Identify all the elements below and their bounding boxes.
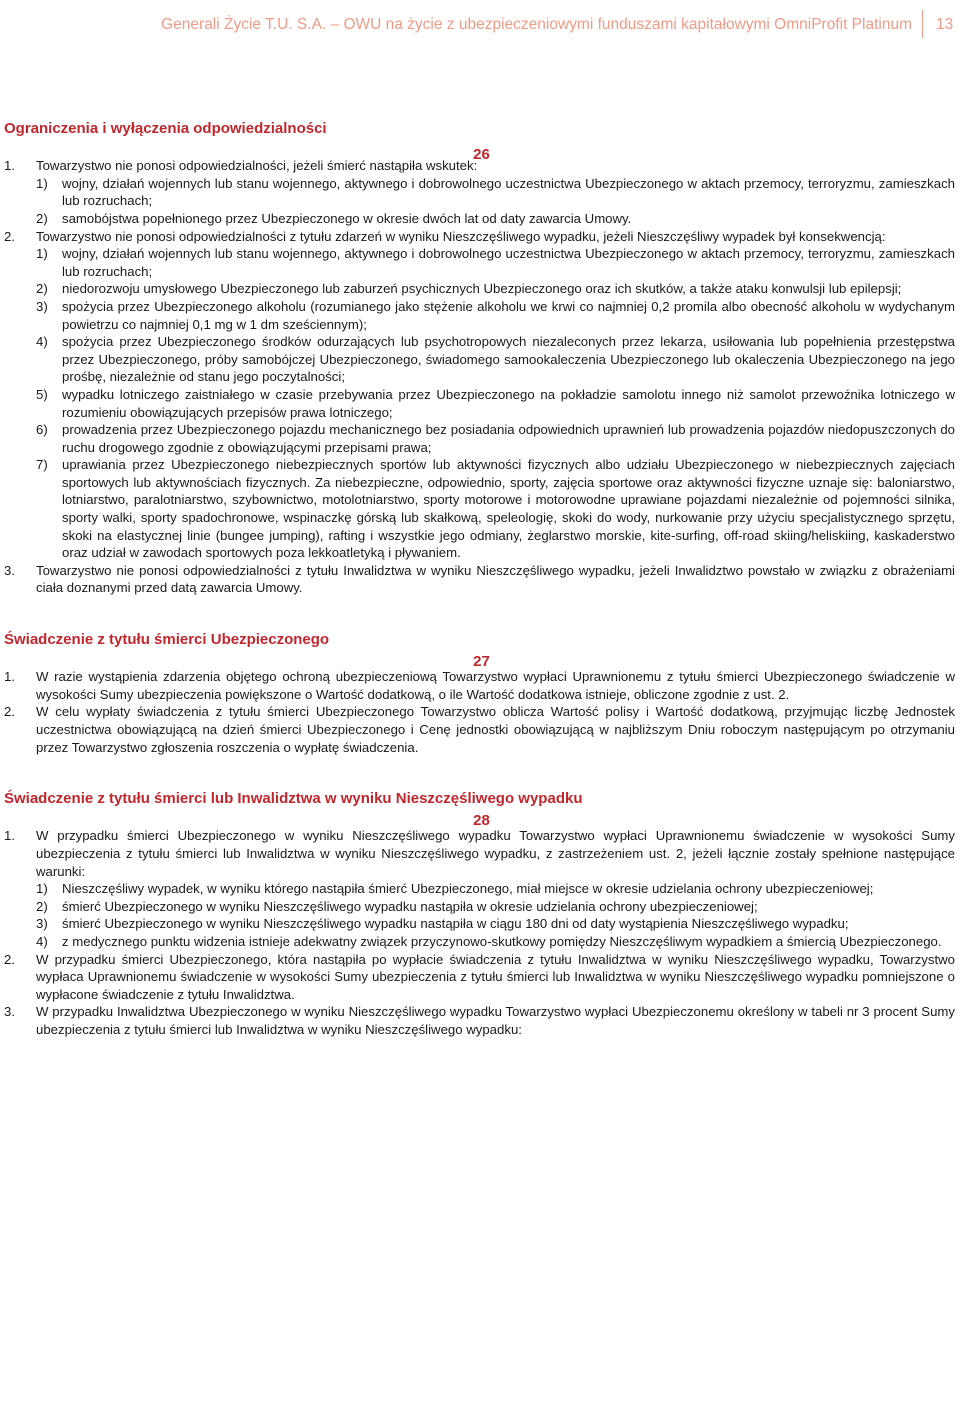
paragraph-number: 28: [473, 811, 490, 829]
sub-item: [36, 175, 955, 210]
sub-item-number: 3): [36, 298, 48, 314]
sub-item: [36, 933, 955, 951]
sub-item-text: samobójstwa popełnionego przez Ubezpieczonego w okresie dwóch lat od daty zawarcia Umowy.: [62, 210, 632, 226]
sub-item: [36, 915, 955, 933]
list-item: [4, 827, 955, 950]
sub-item-number: 7): [36, 457, 48, 473]
sub-item: [36, 333, 955, 386]
sub-item-number: 2): [36, 210, 48, 226]
sub-item-text: wojny, działań wojennych lub stanu wojennego, aktywnego i dobrowolnego uczestnictwa Ubezpieczonego w aktach przemocy, terroryzmu, zamieszkach lub rozruchach;: [62, 175, 955, 209]
paragraph-number: 27: [473, 652, 490, 670]
list-item-number: 1.: [4, 158, 15, 174]
header-title: [161, 16, 912, 34]
sub-item-text: niedorozwoju umysłowego Ubezpieczonego lub zaburzeń psychicznych Ubezpieczonego oraz ich skutków, a także ataku konwulsji lub epilepsji;: [62, 281, 902, 297]
sub-item-text: prowadzenia przez Ubezpieczonego pojazdu mechanicznego bez posiadania odpowiednich uprawnień lub prowadzenia pojazdów niedopuszczonych do ruchu drogowego zgodnie z obowiązującymi przepisami prawa;: [62, 422, 955, 455]
sub-item: [36, 880, 955, 898]
sub-item: [36, 210, 955, 228]
list-item-number: 2.: [4, 704, 15, 720]
list-item-text: Towarzystwo nie ponosi odpowiedzialności z tytułu zdarzeń w wyniku Nieszczęśliwego wypadku, jeżeli Nieszczęśliwy wypadek był konsekwencją:: [36, 228, 886, 244]
section-title: Świadczenie z tytułu śmierci Ubezpieczonego: [4, 631, 330, 649]
list-item-number: 2.: [4, 951, 15, 967]
sub-item: [36, 898, 955, 916]
sub-item-text: śmierć Ubezpieczonego w wyniku Nieszczęśliwego wypadku nastąpiła w ciągu 180 dni od daty wystąpienia Nieszczęśliwego wypadku;: [62, 916, 849, 932]
list-item-number: 2.: [4, 228, 15, 244]
list-item-text: W przypadku śmierci Ubezpieczonego, która nastąpiła po wypłacie świadczenia z tytułu Inwalidztwa w wyniku Nieszczęśliwego wypadku, Towarzystwo wypłaca Uprawnionemu świadczenie w wysokości Sumy ubezpieczenia z tytułu śmierci lub Inwalidztwa w wyniku Nieszczęśliwego wypadku pomniejszone o wypłacone świadczenie z tytułu Inwalidztwa.: [36, 951, 955, 1002]
list-item-text: W celu wypłaty świadczenia z tytułu śmierci Ubezpieczonego Towarzystwo oblicza Wartość polisy i Wartość dodatkową, przyjmując liczbę Jednostek uczestnictwa obowiązującą na dzień śmierci Ubezpieczonego i Cenę jednostki obowiązującą w najbliższym Dniu roboczym następującym po otrzymaniu przez Towarzystwo zgłoszenia roszczenia o wypłatę świadczenia.: [36, 704, 955, 755]
sub-item: [36, 421, 955, 456]
list-item: [4, 668, 955, 703]
paragraph-number: 26: [473, 145, 490, 163]
list-item: [4, 228, 955, 562]
section: [4, 790, 955, 1038]
sub-item-number: 3): [36, 916, 48, 932]
list-item-text: Towarzystwo nie ponosi odpowiedzialności z tytułu Inwalidztwa w wyniku Nieszczęśliwego wypadku, jeżeli Inwalidztwo powstało w związku z obrażeniami ciała doznanymi przed datą zawarcia Umowy.: [36, 562, 955, 596]
document-body: [4, 120, 955, 1039]
list-item: [4, 157, 955, 227]
list-item-text: W przypadku Inwalidztwa Ubezpieczonego w wyniku Nieszczęśliwego wypadku Towarzystwo wypłaci Ubezpieczonemu określony w tabeli nr 3 procent Sumy ubezpieczenia z tytułu śmierci lub Inwalidztwa w wyniku Nieszczęśliwego wypadku:: [36, 1004, 955, 1037]
list-item: [4, 951, 955, 1004]
section-title: Świadczenie z tytułu śmierci lub Inwalidztwa w wyniku Nieszczęśliwego wypadku: [4, 790, 583, 808]
sub-item-text: śmierć Ubezpieczonego w wyniku Nieszczęśliwego wypadku nastąpiła w okresie udzielania ochrony ubezpieczeniowej;: [62, 898, 758, 914]
sub-item-text: wojny, działań wojennych lub stanu wojennego, aktywnego i dobrowolnego uczestnictwa Ubezpieczonego w aktach przemocy, terroryzmu, zamieszkach lub rozruchach;: [62, 246, 955, 279]
list-item-text: W razie wystąpienia zdarzenia objętego ochroną ubezpieczeniową Towarzystwo wypłaci Uprawnionemu z tytułu śmierci Ubezpieczonego świadczenie w wysokości Sumy ubezpieczenia powiększone o Wartość dodatkową, o ile Wartość dodatkowa istnieje, obliczone zgodnie z ust. 2.: [36, 669, 955, 702]
sub-item: [36, 280, 955, 298]
list-item-number: 1.: [4, 669, 15, 685]
sub-item: [36, 245, 955, 280]
sub-item-text: Nieszczęśliwy wypadek, w wyniku którego nastąpiła śmierć Ubezpieczonego, miał miejsce w okresie udzielania ochrony ubezpieczeniowej;: [62, 881, 874, 897]
sub-item-number: 4): [36, 933, 48, 949]
sub-item-number: 5): [36, 386, 48, 402]
sub-item-text: uprawiania przez Ubezpieczonego niebezpiecznych sportów lub aktywności fizycznych albo udziału Ubezpieczonego w niebezpiecznych zajęciach sportowych lub aktywnościach fizycznych. Za niebezpieczne, odpowiednio, sporty, zajęcia sportowe oraz aktywności fizyczne uznaje się: baloniarstwo, lotniarstwo, paralotniarstwo, szybownictwo, motolotniarstwo, sporty motorowe i motorowodne uprawiane pojazdami niezależnie od pojemności silnika, sporty walki, sporty spadochronowe, wspinaczkę górską lub skałkową, speleologię, skoki do wody, nurkowanie przy użyciu specjalistycznego sprzętu, skoki na elastycznej linie (bungee jumping), rafting i wszystkie jego odmiany, żeglarstwo morskie, kite-surfing, off-road skiing/heliskiing, kaskaderstwo oraz udział w zawodach sportowych poza lekkoatletyką i pływaniem.: [62, 457, 955, 561]
sub-item-number: 2): [36, 281, 48, 297]
list-item-number: 1.: [4, 828, 15, 844]
sub-item-number: 1): [36, 246, 48, 262]
page-header: [0, 10, 960, 40]
list-item-number: 3.: [4, 1004, 15, 1020]
sub-item: [36, 386, 955, 421]
sub-item-number: 2): [36, 898, 48, 914]
header-separator: –: [326, 16, 344, 33]
sub-item-text: spożycia przez Ubezpieczonego środków odurzających lub psychotropowych niezaleconych przez lekarza, usiłowania lub popełnienia przestępstwa przez Ubezpieczonego, próby samobójczej Ubezpieczonego, świadomego samookaleczenia Ubezpieczonego lub okaleczenia Ubezpieczonego na jego prośbę, niezależnie od stanu jego poczytalności;: [62, 334, 955, 385]
sub-item-text: spożycia przez Ubezpieczonego alkoholu (rozumianego jako stężenie alkoholu we krwi co najmniej 0,2 promila albo obecność alkoholu w wydychanym powietrzu co najmniej 0,1 mg w 1 dm sześciennym);: [62, 298, 955, 332]
header-company: Generali Życie T.U. S.A.: [161, 16, 327, 33]
sub-item-number: 6): [36, 422, 48, 438]
sub-item-text: wypadku lotniczego zaistniałego w czasie przebywania przez Ubezpieczonego na pokładzie samolotu innego niż samolot przewoźnika lotniczego w rozumieniu obowiązujących przepisów prawa lotniczego;: [62, 386, 955, 420]
header-divider: [922, 10, 923, 38]
section: [4, 120, 955, 597]
section: [4, 631, 955, 756]
sub-item-number: 1): [36, 881, 48, 897]
sub-item: [36, 298, 955, 333]
sub-item-number: 4): [36, 334, 48, 350]
list-item: [4, 703, 955, 756]
sub-item: [36, 456, 955, 562]
header-doc-title: OWU na życie z ubezpieczeniowymi funduszami kapitałowymi OmniProfit Platinum: [343, 16, 912, 33]
list-item-number: 3.: [4, 562, 15, 578]
list-item: [4, 1003, 955, 1038]
section-title: Ograniczenia i wyłączenia odpowiedzialności: [4, 120, 327, 137]
list-item-text: Towarzystwo nie ponosi odpowiedzialności, jeżeli śmierć nastąpiła wskutek:: [36, 158, 478, 174]
list-item-text: W przypadku śmierci Ubezpieczonego w wyniku Nieszczęśliwego wypadku Towarzystwo wypłaci Uprawnionemu świadczenie w wysokości Sumy ubezpieczenia z tytułu śmierci lub Inwalidztwa w wyniku Nieszczęśliwego wypadku, z zastrzeżeniem ust. 2, jeżeli łącznie zostały spełnione następujące warunki:: [36, 828, 955, 879]
list-item: [4, 562, 955, 597]
page-number: 13: [936, 16, 954, 33]
sub-item-number: 1): [36, 175, 48, 191]
sub-item-text: z medycznego punktu widzenia istnieje adekwatny związek przyczynowo-skutkowy pomiędzy Nieszczęśliwym wypadkiem a śmiercią Ubezpieczonego.: [62, 933, 942, 949]
